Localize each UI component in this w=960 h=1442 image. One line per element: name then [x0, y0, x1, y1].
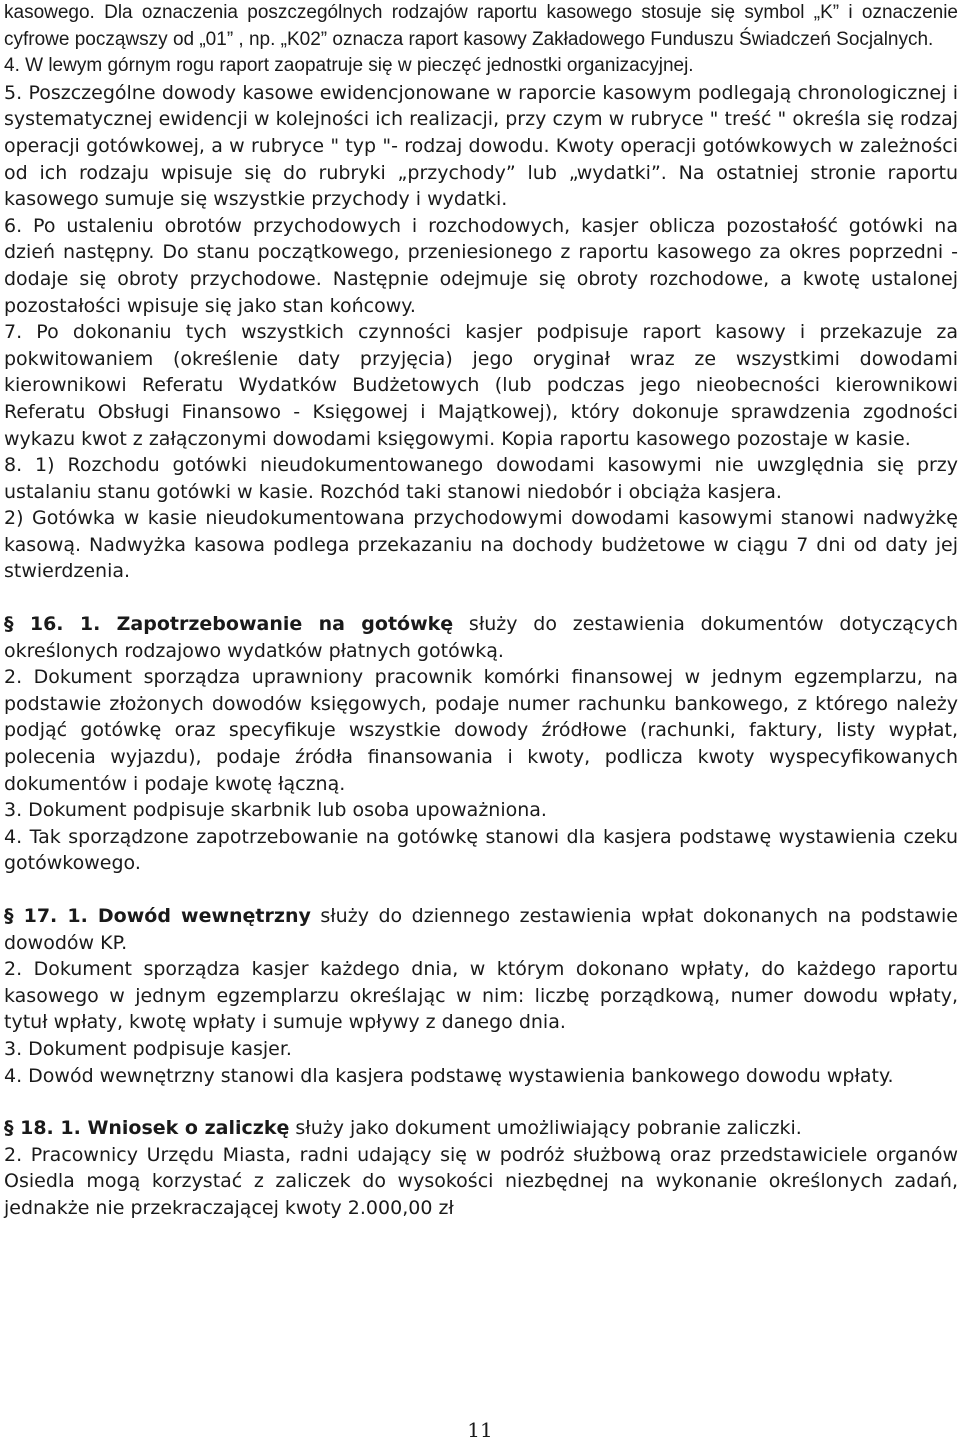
section-18-intro [4, 1115, 958, 1142]
section-spacer [4, 585, 958, 611]
paragraph: 2. Pracownicy Urzędu Miasta, radni udający się w podróż służbową oraz przedstawiciele organów Osiedla mogą korzystać z zaliczek do wysokości niezbędnej na wykonanie określonych zadań, jednakże nie przekraczającej kwoty 2.000,00 zł [4, 1143, 958, 1219]
section-spacer [4, 877, 958, 903]
section-text: służy do zestawienia dokumentów dotyczących określonych rodzajowo wydatków płatnych gotówką. [4, 613, 959, 662]
section-spacer [4, 1089, 958, 1115]
paragraph: 5. Poszczególne dowody kasowe ewidencjonowane w raporcie kasowym podlegają chronologicznej i systematycznej ewidencji w kolejności ich realizacji, przy czym w rubryce " treść " określa się rodzaj operacji gotówkowej, a w rubryce " typ "- rodzaj dowodu. Kwoty operacji gotówkowych w zależności od ich rodzaju wpisuje się do rubryki „przychody” lub „wydatki”. Na ostatniej stronie raportu kasowego sumuje się wszystkie przychody i wydatki. [4, 81, 958, 211]
paragraph: 4. Dowód wewnętrzny stanowi dla kasjera podstawę wystawienia bankowego dowodu wpłaty. [4, 1064, 894, 1087]
paragraph: 8. 1) Rozchodu gotówki nieudokumentowanego dowodami kasowymi nie uwzględnia się przy ustalaniu stanu gotówki w kasie. Rozchód taki stanowi niedobór i obciąża kasjera. [4, 454, 958, 503]
paragraph: 7. Po dokonaniu tych wszystkich czynności kasjer podpisuje raport kasowy i przekazuje za pokwitowaniem (określenie daty przyjęcia) jego oryginał wraz ze wszystkimi dowodami kierownikowi Referatu Wydatków Budżetowych (lub podczas jego nieobecności kierownikowi Referatu Obsługi Finansowo - Księgowej i Majątkowej), który dokonuje sprawdzenia zgodności wykazu kwot z załączonymi dowodami księgowymi. Kopia raportu kasowego pozostaje w kasie. [4, 321, 958, 450]
section-text: służy jako dokument umożliwiający pobranie zaliczki. [289, 1117, 802, 1140]
section-heading: § 18. 1. Wniosek o zaliczkę [4, 1117, 290, 1140]
paragraph: 4. W lewym górnym rogu raport zaopatruje się w pieczęć jednostki organizacyjnej. [4, 55, 694, 77]
paragraph: 2. Dokument sporządza uprawniony pracownik komórki finansowej w jednym egzemplarzu, na podstawie złożonych dowodów księgowych, podaje numer rachunku bankowego, z którego należy podjąć gotówkę oraz specyfikuje wszystkie dowody źródłowe (rachunki, faktury, listy wypłat, polecenia wyjazdu), podaje źródła finansowania i kwoty, podlicza kwoty wyspecyfikowanych dokumentów i podaje kwotę łączną. [4, 666, 958, 795]
paragraph: 3. Dokument podpisuje kasjer. [4, 1037, 292, 1060]
paragraph: 3. Dokument podpisuje skarbnik lub osoba upoważniona. [4, 799, 547, 822]
section-heading: § 16. 1. Zapotrzebowanie na gotówkę [4, 613, 454, 636]
section-16-intro [4, 611, 958, 664]
paragraph: 2. Dokument sporządza kasjer każdego dnia, w którym dokonano wpłaty, do każdego raportu kasowego w jednym egzemplarzu określając w nim: liczbę porządkową, numer dowodu wpłaty, tytuł wpłaty, kwotę wpłaty i sumuje wpływy z danego dnia. [4, 958, 958, 1034]
document-page [4, 0, 958, 1222]
section-text: służy do dziennego zestawienia wpłat dokonanych na podstawie dowodów KP. [4, 905, 958, 954]
paragraph: 6. Po ustaleniu obrotów przychodowych i rozchodowych, kasjer oblicza pozostałość gotówki na dzień następny. Do stanu początkowego, przeniesionego z raportu kasowego za okres poprzedni - dodaje się obroty przychodowe. Następnie odejmuje się obroty rozchodowe, a kwotę ustalonej pozostałości wpisuje się jako stan końcowy. [4, 214, 958, 317]
page-number: 11 [467, 1418, 493, 1442]
paragraph: 4. Tak sporządzone zapotrzebowanie na gotówkę stanowi dla kasjera podstawę wystawienia czeku gotówkowego. [4, 825, 958, 875]
section-heading: § 17. 1. Dowód wewnętrzny [4, 905, 311, 927]
section-17-intro [4, 903, 958, 956]
paragraph: 2) Gotówka w kasie nieudokumentowana przychodowymi dowodami kasowymi stanowi nadwyżkę kasową. Nadwyżka kasowa podlega przekazaniu na dochody budżetowe w ciągu 7 dni od daty jej stwierdzenia. [4, 507, 958, 583]
paragraph: kasowego. Dla oznaczenia poszczególnych rodzajów raportu kasowego stosuje się symbol „K” i oznaczenie cyfrowe począwszy od „01” , np. „K02” oznacza raport kasowy Zakładowego Funduszu Świadczeń Socjalnych. [4, 2, 958, 50]
